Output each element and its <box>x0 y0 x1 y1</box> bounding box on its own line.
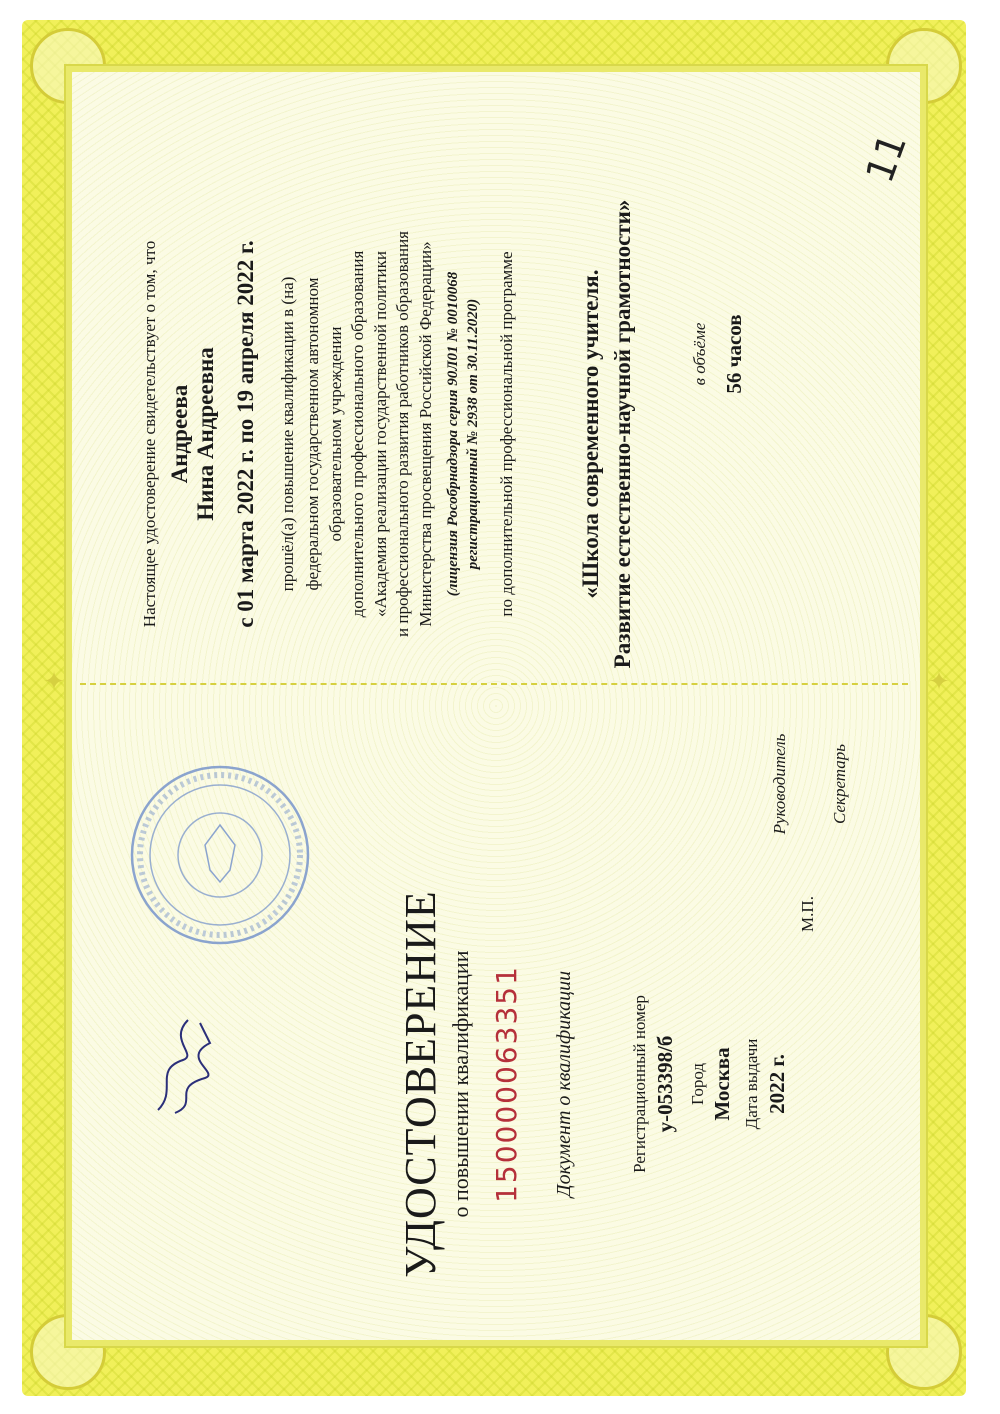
ornament-star-icon: ✦ <box>928 667 950 696</box>
recipient-surname: Андреева <box>167 384 192 484</box>
program-title: «Школа современного учителя. <box>578 269 603 599</box>
handwritten-mark: 11 <box>857 127 916 189</box>
issue-date-label: Дата выдачи <box>742 1038 761 1130</box>
city-label: Город <box>688 1063 707 1105</box>
city-value: Москва <box>710 1047 734 1121</box>
organization-line: Министерства просвещения Российской Федерации» <box>416 241 435 627</box>
program-title: Развитие естественно-научной грамотности» <box>610 199 635 669</box>
certificate-number: 150000063351 <box>490 965 523 1203</box>
organization-line: и профессионального развития работников образования <box>393 231 412 637</box>
head-label: Руководитель <box>770 733 789 835</box>
license-line: (лицензия Рособрнадзора серия 90Л01 № 0010068 <box>445 271 461 597</box>
certificate-title: УДОСТОВЕРЕНИЕ <box>396 890 445 1278</box>
recipient-name: Нина Андреевна <box>193 347 218 521</box>
organization-line: «Академия реализации государственной политики <box>371 250 390 618</box>
organization-line: федеральном государственном автономном <box>303 277 322 591</box>
passed-text: прошёл(а) повышение квалификации в (на) <box>278 276 297 592</box>
registration-number: у-053398/б <box>653 1035 677 1133</box>
training-period: с 01 марта 2022 г. по 19 апреля 2022 г. <box>233 240 258 628</box>
seal-label: М.П. <box>798 896 817 932</box>
volume-value: 56 часов <box>722 314 746 394</box>
certificate-subtitle: о повышении квалификации <box>448 950 473 1218</box>
ornament-star-icon: ✦ <box>43 667 65 696</box>
issue-date-value: 2022 г. <box>765 1054 789 1114</box>
secretary-label: Секретарь <box>830 744 849 824</box>
registration-label: Регистрационный номер <box>630 995 649 1173</box>
intro-text: Настоящее удостоверение свидетельствует о том, что <box>140 240 159 628</box>
document-type: Документ о квалификации <box>553 970 575 1198</box>
organization-line: образовательном учреждении <box>326 326 345 542</box>
volume-label: в объёме <box>690 322 709 386</box>
organization-line: дополнительного профессионального образования <box>348 250 367 618</box>
license-line: регистрационный № 2938 от 30.11.2020) <box>465 298 481 570</box>
program-intro: по дополнительной профессиональной программе <box>497 251 516 617</box>
